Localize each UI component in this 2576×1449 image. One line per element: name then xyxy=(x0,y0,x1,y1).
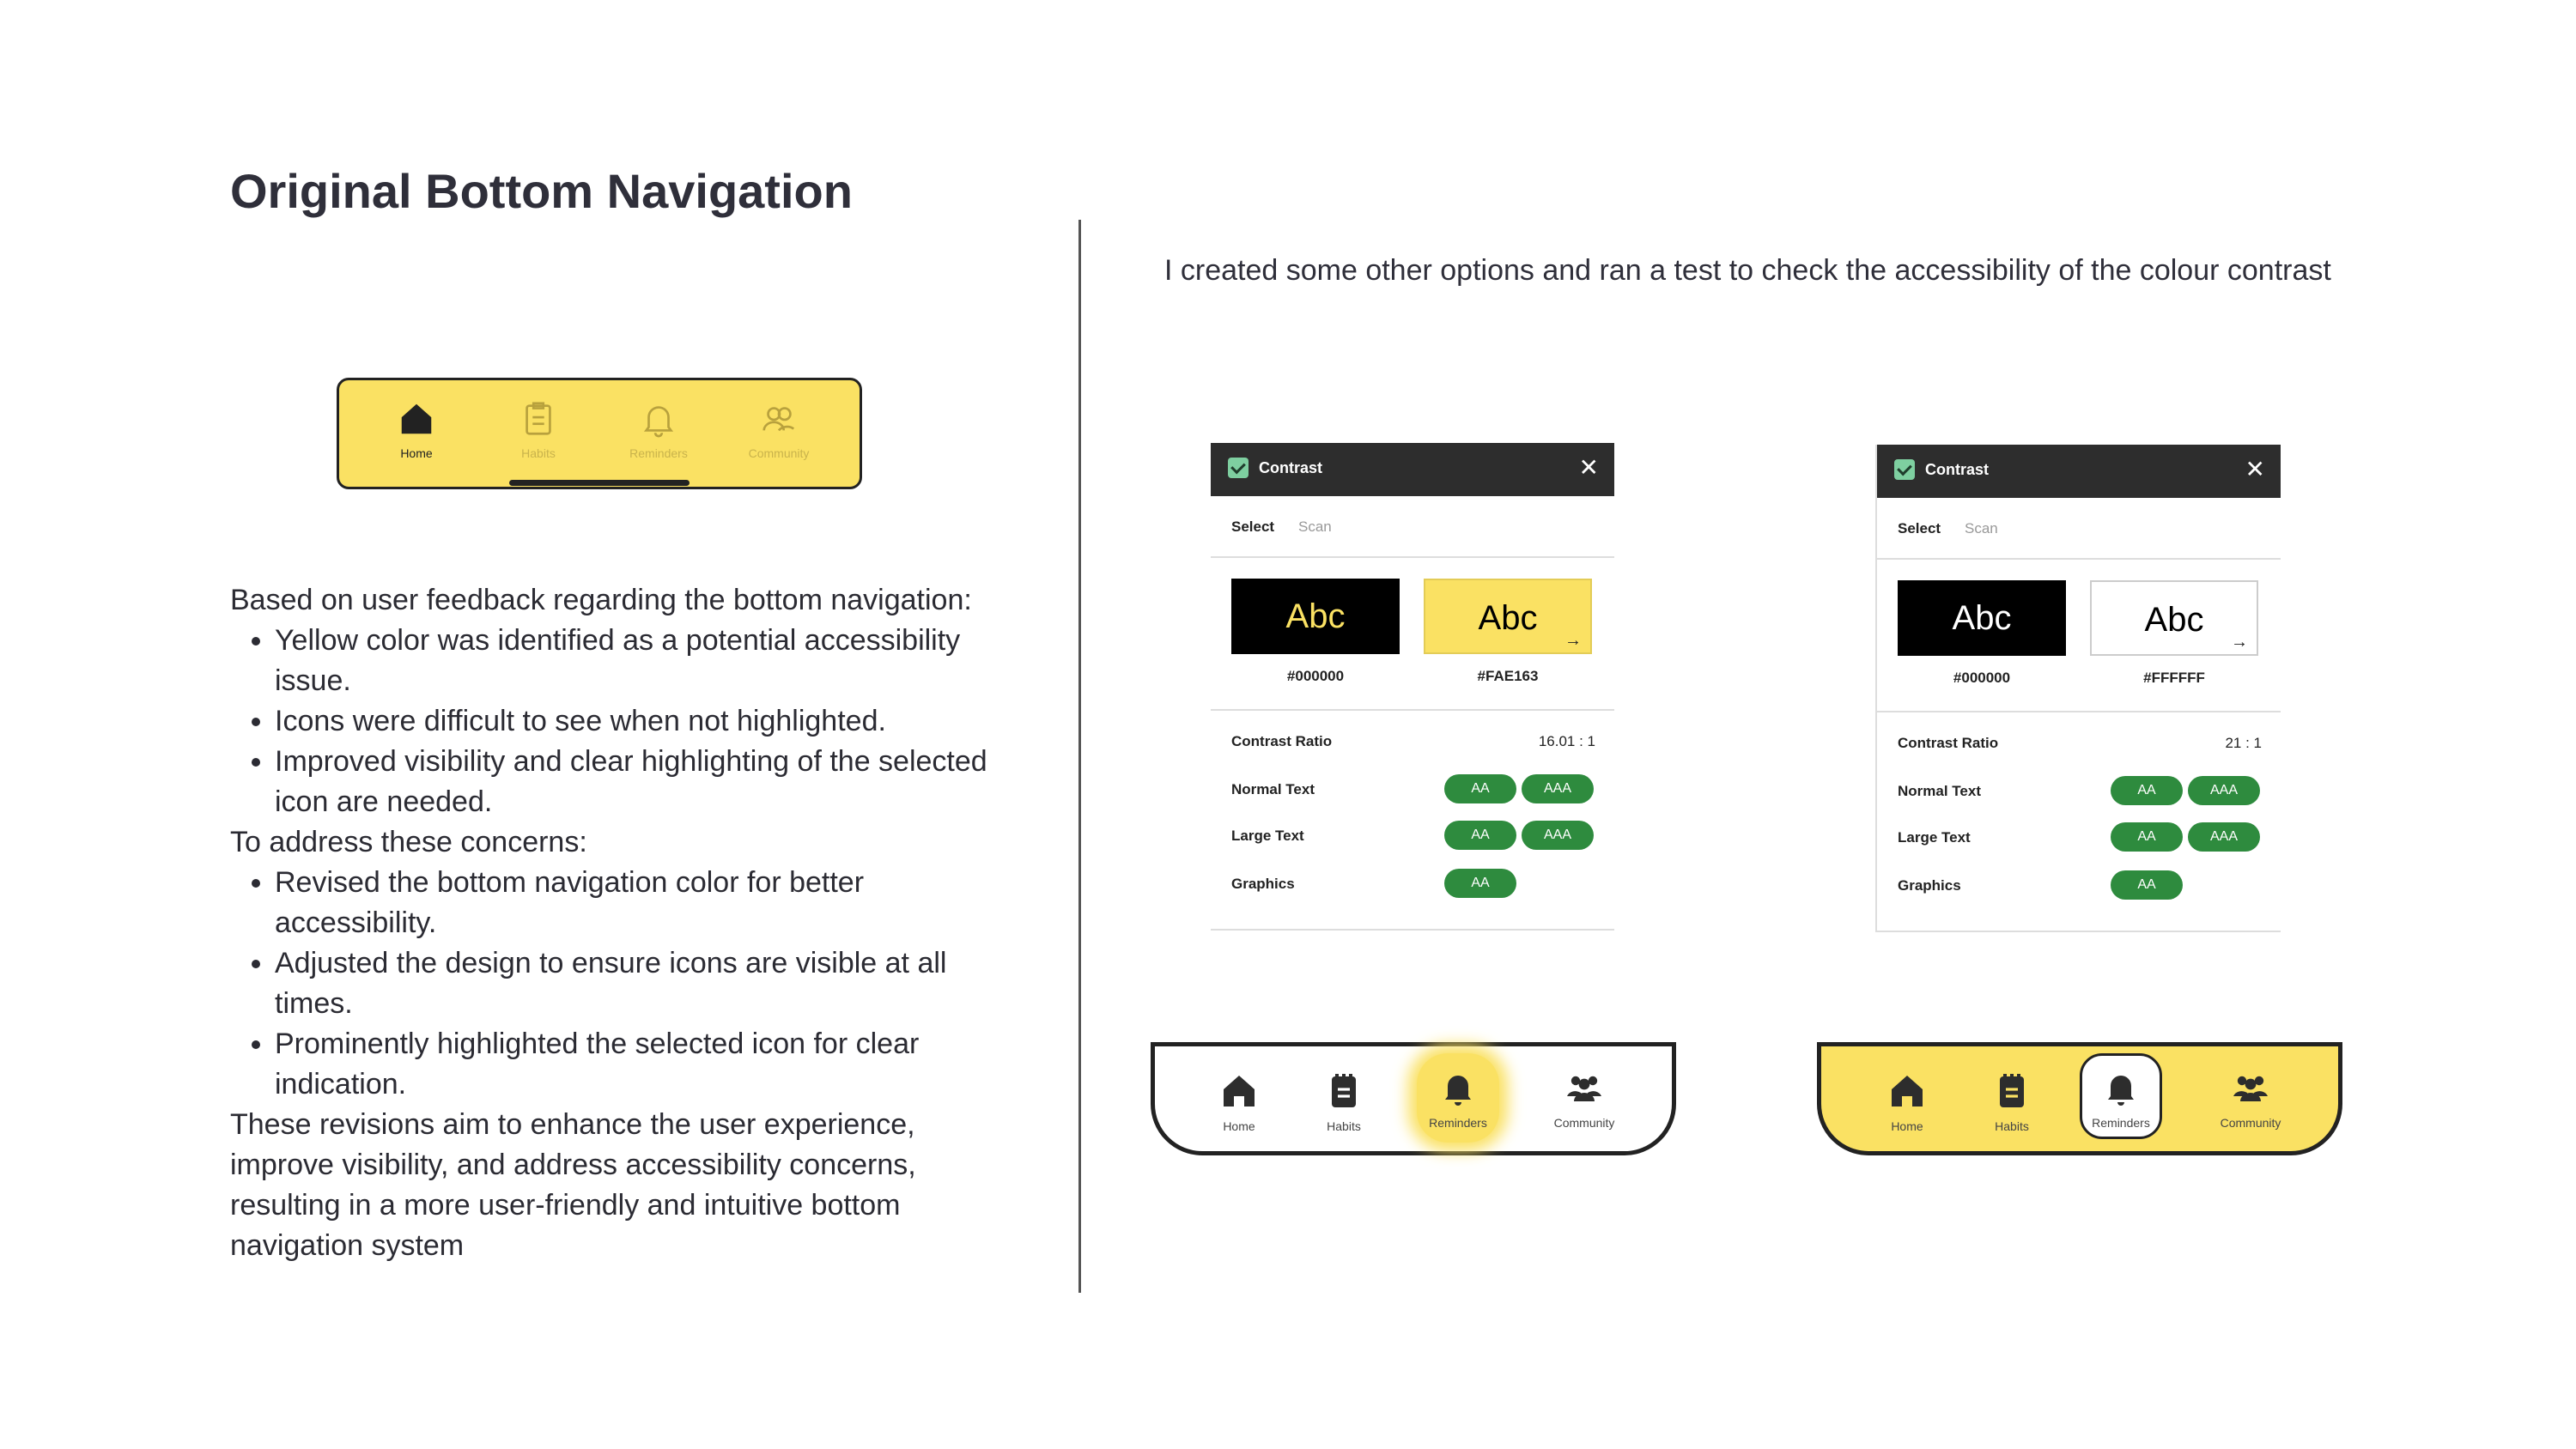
panel-title: Contrast xyxy=(1925,461,1990,478)
orig-nav-label-home: Home xyxy=(400,446,433,460)
actions-list xyxy=(230,863,1003,1105)
foreground-hex: #000000 xyxy=(1953,670,2011,686)
bell-icon xyxy=(1437,1067,1479,1108)
original-bottom-nav xyxy=(337,378,862,489)
orig-nav-item-habits[interactable] xyxy=(487,399,590,460)
arrow-icon: → xyxy=(1564,631,1582,650)
tab-select[interactable]: Select xyxy=(1231,518,1275,535)
nav-label-reminders: Reminders xyxy=(1429,1116,1487,1130)
nav-label-community: Community xyxy=(2220,1116,2281,1130)
swatch-sample-text: Abc xyxy=(1952,599,2012,637)
address-intro-text: To address these concerns: xyxy=(230,826,587,858)
nav-label-home: Home xyxy=(1223,1119,1255,1133)
background-swatch[interactable] xyxy=(1424,579,1592,654)
aa-badge: AA xyxy=(1444,821,1516,850)
panel-header xyxy=(1211,443,1614,496)
bell-icon xyxy=(2100,1067,2142,1108)
people-icon xyxy=(2230,1067,2271,1108)
page-title: Original Bottom Navigation xyxy=(230,164,853,218)
swatch-sample-text: Abc xyxy=(1285,597,1346,635)
large-text-label: Large Text xyxy=(1898,829,1971,846)
panel-header xyxy=(1877,445,2281,498)
orig-nav-label-community: Community xyxy=(748,446,810,460)
notepad-icon xyxy=(1991,1070,2032,1112)
bottom-nav-option-yellow xyxy=(1817,1042,2342,1155)
normal-text-label: Normal Text xyxy=(1231,781,1315,797)
feedback-description xyxy=(230,580,1003,1266)
tab-scan[interactable]: Scan xyxy=(1298,518,1332,535)
aa-badge: AA xyxy=(1444,869,1516,898)
background-hex: #FAE163 xyxy=(1477,668,1539,684)
home-icon xyxy=(1218,1070,1260,1112)
nav-item-habits[interactable] xyxy=(1960,1070,2063,1133)
contrast-results xyxy=(1211,711,1614,929)
notepad-icon xyxy=(1323,1070,1364,1112)
background-hex: #FFFFFF xyxy=(2143,670,2205,686)
contrast-panel-white xyxy=(1875,445,2281,932)
list-item: • Improved visibility and clear highlighting of the selected icon are needed. xyxy=(275,742,1003,822)
clipboard-icon xyxy=(519,399,558,439)
nav-label-reminders: Reminders xyxy=(2092,1116,2150,1130)
swatch-sample-text: Abc xyxy=(1478,599,1538,637)
nav-label-habits: Habits xyxy=(1995,1119,2029,1133)
foreground-hex: #000000 xyxy=(1286,668,1345,684)
orig-nav-item-reminders[interactable] xyxy=(607,399,710,460)
contrast-results xyxy=(1877,712,2281,931)
aaa-badge: AAA xyxy=(1522,821,1594,850)
vertical-divider xyxy=(1078,220,1081,1293)
color-swatches xyxy=(1877,560,2281,712)
contrast-ratio-label: Contrast Ratio xyxy=(1231,733,1333,749)
nav-item-reminders[interactable] xyxy=(1406,1067,1510,1130)
checkbox-icon xyxy=(1894,459,1915,480)
normal-text-label: Normal Text xyxy=(1898,783,1981,799)
list-item: • Icons were difficult to see when not highlighted. xyxy=(275,701,1003,742)
nav-item-home[interactable] xyxy=(1188,1070,1291,1133)
conclusion-text: These revisions aim to enhance the user experience, improve visibility, and address accessibility concerns, resulting in a more user-friendly and intuitive bottom navigation system xyxy=(230,1108,916,1262)
feedback-list xyxy=(230,621,1003,822)
large-text-label: Large Text xyxy=(1231,828,1304,844)
nav-label-community: Community xyxy=(1553,1116,1615,1130)
graphics-label: Graphics xyxy=(1898,877,1961,894)
contrast-panel-yellow xyxy=(1211,443,1614,931)
panel-tabs xyxy=(1211,496,1614,558)
contrast-ratio-value: 21 : 1 xyxy=(2225,735,2262,751)
orig-nav-label-reminders: Reminders xyxy=(629,446,688,460)
foreground-swatch[interactable] xyxy=(1231,579,1400,654)
aaa-badge: AAA xyxy=(1522,774,1594,803)
color-swatches xyxy=(1211,558,1614,711)
people-icon xyxy=(1564,1067,1605,1108)
aaa-badge: AAA xyxy=(2188,822,2260,852)
aa-badge: AA xyxy=(2111,822,2183,852)
aa-badge: AA xyxy=(2111,870,2183,900)
orig-nav-item-home[interactable] xyxy=(365,399,468,460)
foreground-swatch[interactable] xyxy=(1898,580,2066,656)
nav-item-reminders[interactable] xyxy=(2069,1067,2172,1130)
bell-icon xyxy=(639,399,678,439)
nav-label-habits: Habits xyxy=(1327,1119,1361,1133)
home-indicator xyxy=(509,480,690,486)
contrast-ratio-label: Contrast Ratio xyxy=(1898,735,1999,751)
nav-label-home: Home xyxy=(1891,1119,1923,1133)
home-icon xyxy=(1886,1070,1928,1112)
background-swatch[interactable] xyxy=(2090,580,2258,656)
nav-item-home[interactable] xyxy=(1856,1070,1959,1133)
orig-nav-label-habits: Habits xyxy=(521,446,556,460)
people-icon xyxy=(759,399,799,439)
list-item: • Adjusted the design to ensure icons are visible at all times. xyxy=(275,943,1003,1024)
aa-badge: AA xyxy=(2111,776,2183,805)
section-subtitle: I created some other options and ran a test to check the accessibility of the colour contrast xyxy=(1164,254,2331,287)
panel-tabs xyxy=(1877,498,2281,560)
tab-scan[interactable]: Scan xyxy=(1965,520,1998,537)
close-icon[interactable]: ✕ xyxy=(1578,454,1599,481)
nav-item-community[interactable] xyxy=(1533,1067,1636,1130)
checkbox-icon xyxy=(1228,458,1249,478)
arrow-icon: → xyxy=(2231,633,2248,652)
swatch-sample-text: Abc xyxy=(2144,601,2204,639)
aaa-badge: AAA xyxy=(2188,776,2260,805)
list-item: • Prominently highlighted the selected icon for clear indication. xyxy=(275,1024,1003,1105)
list-item: • Revised the bottom navigation color for better accessibility. xyxy=(275,863,1003,943)
orig-nav-item-community[interactable] xyxy=(727,399,830,460)
bottom-nav-option-white xyxy=(1151,1042,1676,1155)
intro-text: Based on user feedback regarding the bottom navigation: xyxy=(230,584,972,616)
nav-item-community[interactable] xyxy=(2199,1067,2302,1130)
list-item: • Yellow color was identified as a potential accessibility issue. xyxy=(275,621,1003,701)
nav-item-habits[interactable] xyxy=(1292,1070,1395,1133)
contrast-ratio-value: 16.01 : 1 xyxy=(1538,733,1595,749)
panel-title: Contrast xyxy=(1259,459,1323,476)
home-icon xyxy=(397,399,436,439)
close-icon[interactable]: ✕ xyxy=(2245,456,2265,482)
graphics-label: Graphics xyxy=(1231,876,1295,892)
tab-select[interactable]: Select xyxy=(1898,520,1941,537)
aa-badge: AA xyxy=(1444,774,1516,803)
